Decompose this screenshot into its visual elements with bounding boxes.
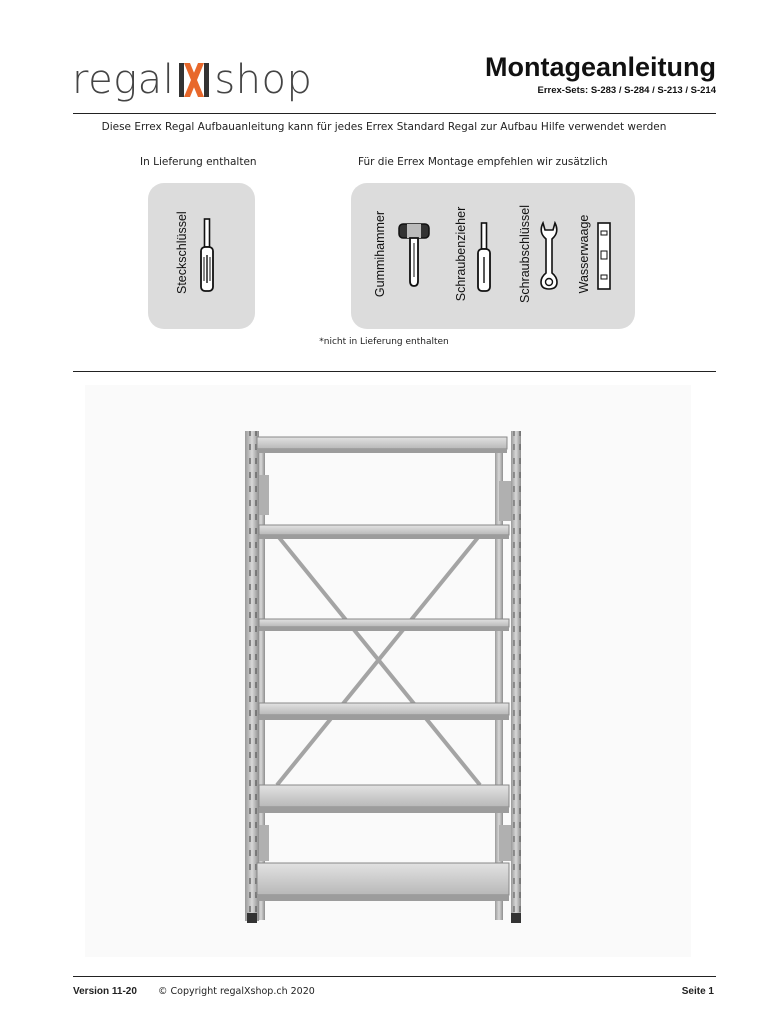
screwdriver-icon <box>473 221 495 293</box>
tool-label-schraubschluessel: Schraubschlüssel <box>518 205 532 303</box>
section-divider <box>73 371 716 372</box>
tool-label-gummihammer: Gummihammer <box>373 210 387 298</box>
footer-version: Version 11-20 <box>73 986 137 997</box>
shelf-5 <box>259 785 509 813</box>
shelf-6 <box>257 863 509 901</box>
brand-logo <box>72 55 312 105</box>
included-heading: In Lieferung enthalten <box>140 156 257 168</box>
page-title: Montageanleitung <box>485 52 716 82</box>
intro-text: Diese Errex Regal Aufbauanleitung kann für jedes Errex Standard Regal zur Aufbau Hilfe verwendet werden <box>101 121 667 133</box>
tool-label-wasserwaage: Wasserwaage <box>577 214 591 294</box>
footer-divider <box>73 976 716 977</box>
rubber-hammer-icon <box>397 221 431 289</box>
screwdriver-icon <box>196 217 218 293</box>
shelf-1 <box>257 437 507 453</box>
footer-page-number: Seite 1 <box>681 986 714 997</box>
metal-shelf-image <box>85 385 691 957</box>
tool-label-steckschluessel: Steckschlüssel <box>175 211 189 294</box>
page-subtitle: Errex-Sets: S-283 / S-284 / S-213 / S-214 <box>537 85 716 96</box>
logo-text-right: shop <box>214 57 313 103</box>
logo-x-icon <box>177 60 211 100</box>
wrench-icon <box>538 221 560 291</box>
logo-text-left: regal <box>72 57 175 103</box>
shelf-2 <box>259 525 509 539</box>
spirit-level-icon <box>596 221 612 291</box>
shelf-3 <box>259 619 509 631</box>
recommended-heading: Für die Errex Montage empfehlen wir zusätzlich <box>358 156 608 168</box>
product-photo <box>85 385 691 957</box>
included-tools-box <box>148 183 255 329</box>
shelf-4 <box>259 703 509 720</box>
footer-copyright <box>158 986 315 997</box>
tool-label-schraubenzieher: Schraubenzieher <box>454 206 468 302</box>
not-included-note: *nicht in Lieferung enthalten <box>319 337 449 347</box>
header-divider <box>73 113 716 114</box>
copyright-text: Copyright regalXshop.ch 2020 <box>170 986 315 997</box>
copyright-symbol: © <box>158 986 168 997</box>
recommended-tools-box <box>351 183 635 329</box>
